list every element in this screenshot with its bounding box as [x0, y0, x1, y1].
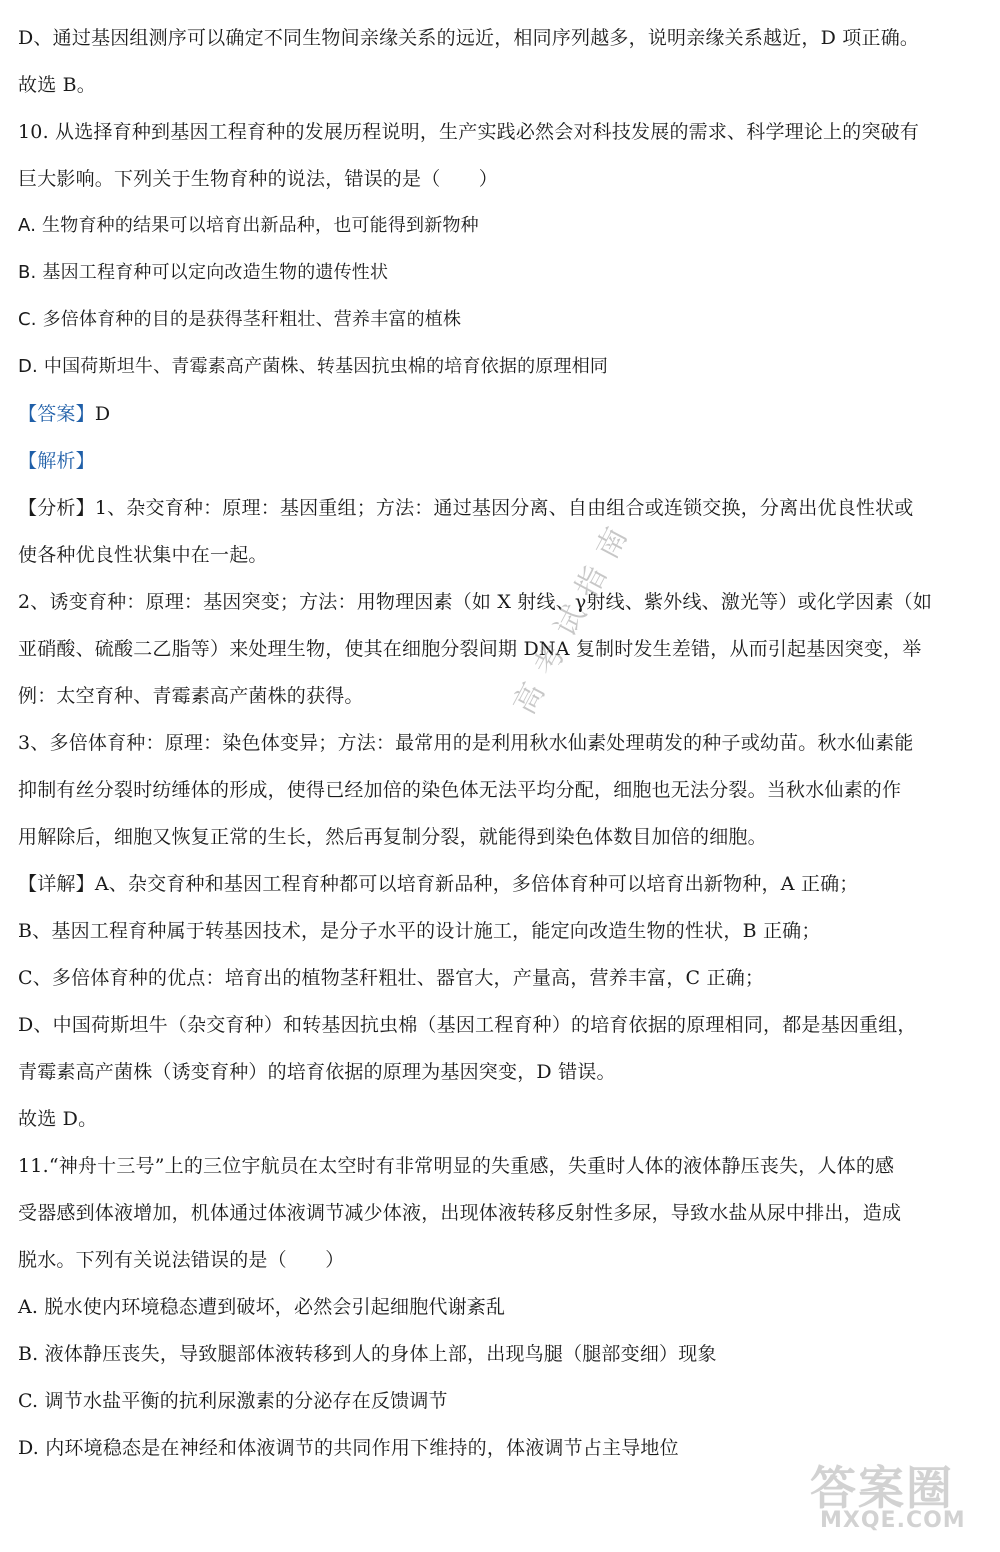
option-a: A. 生物育种的结果可以培育出新品种，也可能得到新物种	[18, 215, 479, 236]
detail-line	[18, 872, 992, 896]
text-line: 故选 D。	[18, 1108, 98, 1130]
text-line: 2、诱变育种：原理：基因突变；方法：用物理因素（如 X 射线、γ射线、紫外线、激光等）或化学因素（如	[18, 591, 933, 613]
option-b: B. 基因工程育种可以定向改造生物的遗传性状	[18, 262, 389, 283]
text-line: 青霉素高产菌株（诱变育种）的培育依据的原理为基因突变，D 错误。	[18, 1061, 616, 1083]
text-line: 1、杂交育种：原理：基因重组；方法：通过基因分离、自由组合或连锁交换，分离出优良性状或	[94, 497, 914, 519]
question-11-stem: 11.“神舟十三号”上的三位宇航员在太空时有非常明显的失重感，失重时人体的液体静压丧失，人体的感	[18, 1155, 895, 1177]
analysis-tag: 【解析】	[18, 450, 95, 472]
option-c: C. 调节水盐平衡的抗利尿激素的分泌存在反馈调节	[18, 1390, 448, 1412]
text-line: B、基因工程育种属于转基因技术，是分子水平的设计施工，能定向改造生物的性状，B 正确；	[18, 920, 821, 942]
watermark: 高考试指南	[507, 509, 642, 721]
text-line: C、多倍体育种的优点：培育出的植物茎秆粗壮、器官大，产量高，营养丰富，C 正确；	[18, 967, 765, 989]
text-line: 抑制有丝分裂时纺缍体的形成，使得已经加倍的染色体无法平均分配，细胞也无法分裂。当秋水仙素的作	[18, 779, 902, 801]
answer-value: D	[94, 403, 111, 425]
option-b: B. 液体静压丧失，导致腿部体液转移到人的身体上部，出现鸟腿（腿部变细）现象	[18, 1343, 717, 1365]
option-d: D. 内环境稳态是在神经和体液调节的共同作用下维持的，体液调节占主导地位	[18, 1437, 679, 1459]
text-line: 使各种优良性状集中在一起。	[18, 544, 268, 566]
text-line: D、通过基因组测序可以确定不同生物间亲缘关系的远近，相同序列越多，说明亲缘关系越近，D 项正确。	[18, 27, 920, 49]
option-a: A. 脱水使内环境稳态遭到破坏，必然会引起细胞代谢紊乱	[18, 1296, 506, 1318]
question-11-stem: 脱水。下列有关说法错误的是（ ）	[18, 1249, 345, 1271]
analysis-heading	[18, 449, 992, 473]
fenxi-tag: 【分析】	[18, 497, 95, 519]
site-logo	[810, 1452, 990, 1538]
analysis-line	[18, 496, 992, 520]
text-line: 例：太空育种、青霉素高产菌株的获得。	[18, 685, 364, 707]
logo-url: MXQE.COM	[820, 1508, 966, 1533]
text-line: 3、多倍体育种：原理：染色体变异；方法：最常用的是利用秋水仙素处理萌发的种子或幼苗。秋水仙素能	[18, 732, 914, 754]
option-c: C. 多倍体育种的目的是获得茎秆粗壮、营养丰富的植株	[18, 309, 462, 330]
text-line: 用解除后，细胞又恢复正常的生长，然后再复制分裂，就能得到染色体数目加倍的细胞。	[18, 826, 767, 848]
question-10-stem: 10. 从选择育种到基因工程育种的发展历程说明，生产实践必然会对科技发展的需求、科学理论上的突破有	[18, 121, 920, 143]
text-line: D、中国荷斯坦牛（杂交育种）和转基因抗虫棉（基因工程育种）的培育依据的原理相同，都是基因重组，	[18, 1014, 917, 1036]
answer-tag: 【答案】	[18, 403, 95, 425]
text-line: 亚硝酸、硫酸二乙脂等）来处理生物，使其在细胞分裂间期 DNA 复制时发生差错，从而引起基因突变，举	[18, 638, 922, 660]
option-d: D. 中国荷斯坦牛、青霉素高产菌株、转基因抗虫棉的培育依据的原理相同	[18, 356, 609, 377]
text-line: 故选 B。	[18, 74, 97, 96]
text-line: A、杂交育种和基因工程育种都可以培育新品种，多倍体育种可以培育出新物种，A 正确；	[94, 873, 859, 895]
logo-text: 答案圈	[810, 1461, 954, 1515]
question-11-stem: 受器感到体液增加，机体通过体液调节减少体液，出现体液转移反射性多尿，导致水盐从尿中排出，造成	[18, 1202, 902, 1224]
detail-tag: 【详解】	[18, 873, 95, 895]
question-10-stem: 巨大影响。下列关于生物育种的说法，错误的是（ ）	[18, 168, 499, 190]
answer-line	[18, 402, 992, 426]
